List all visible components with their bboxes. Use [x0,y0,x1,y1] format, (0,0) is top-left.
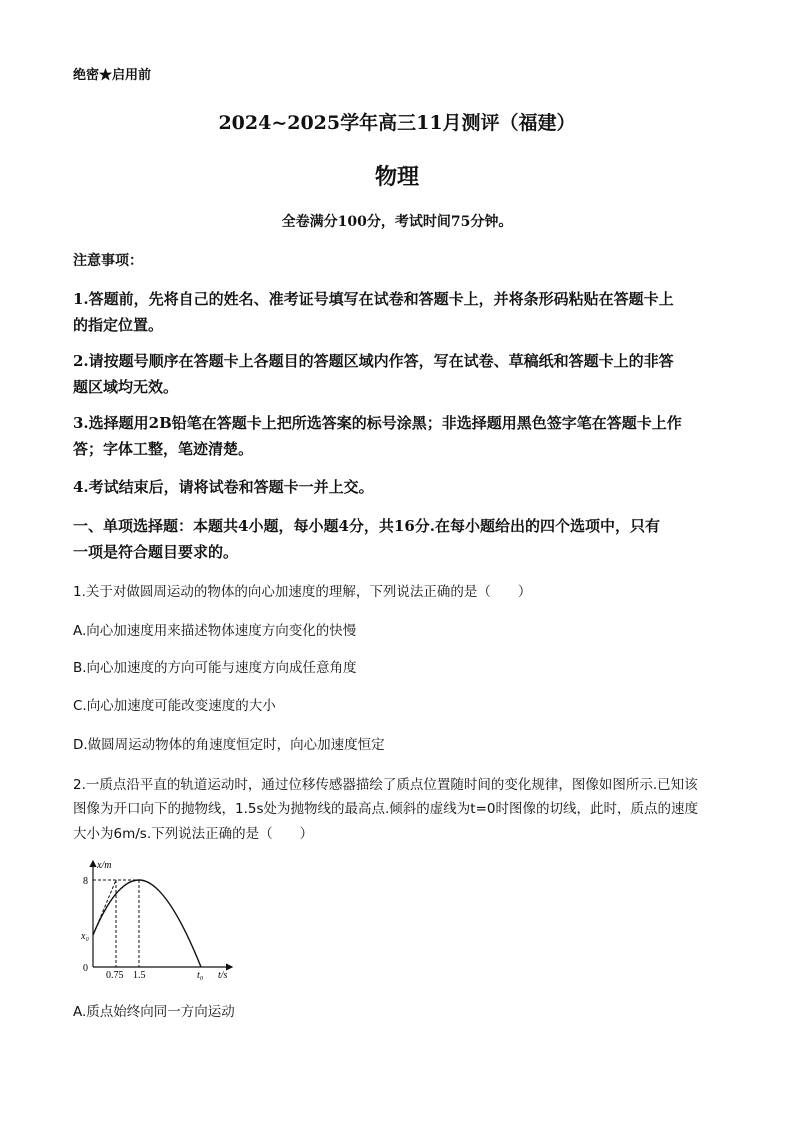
q1-stem: 1.关于对做圆周运动的物体的向心加速度的理解，下列说法正确的是（ ） [73,584,532,600]
notice-item-3-line2: 答；字体工整，笔迹清楚。 [73,440,254,458]
notice-item-3-line1: 3.选择题用2B铅笔在答题卡上把所选答案的标号涂黑；非选择题用黑色签字笔在答题卡上作 [73,414,682,432]
x-tick-15: 1.5 [133,970,146,980]
notice-item-2 [73,348,674,400]
notice-item-1 [73,286,674,338]
q1-option-c: C.向心加速度可能改变速度的大小 [73,698,276,714]
origin-label: 0 [83,963,88,974]
exam-title: 2024~2025学年高三11月测评（福建） [218,112,576,134]
x-tick-t0: t₀ [197,970,204,980]
y-tick-x0: x₀ [81,931,89,942]
q2-stem-line3: 大小为6m/s.下列说法正确的是（ ） [73,826,314,842]
notice-item-2-line1: 2.请按题号顺序在答题卡上各题目的答题区域内作答，写在试卷、草稿纸和答题卡上的非答 [73,352,674,370]
y-tick-8: 8 [83,876,88,887]
notice-item-3 [73,410,682,462]
q2-stem-line2: 图像为开口向下的抛物线，1.5s处为抛物线的最高点.倾斜的虚线为t=0时图像的切线，此时，质点的速度 [73,801,698,817]
notice-item-4-line1: 4.考试结束后，请将试卷和答题卡一并上交。 [73,478,374,496]
subject-title: 物理 [374,164,419,190]
x-axis-label: t/s [218,970,228,980]
notice-item-2-line2: 题区域均无效。 [73,378,179,396]
notice-item-4 [73,474,374,500]
q2-position-time-graph [70,855,240,980]
parabola-curve [93,880,201,967]
y-axis-label: x/m [97,860,112,871]
q1-option-a: A.向心加速度用来描述物体速度方向变化的快慢 [73,623,357,639]
section-1-heading [73,513,660,565]
q2-option-a: A.质点始终向同一方向运动 [73,1004,235,1020]
q1-option-d: D.做圆周运动物体的角速度恒定时，向心加速度恒定 [73,737,385,753]
full-mark-note: 全卷满分100分，考试时间75分钟。 [281,214,513,230]
x-tick-075: 0.75 [106,970,124,980]
notice-heading: 注意事项： [73,253,143,269]
confidential-label: 绝密★启用前 [73,68,152,83]
section-1-line1: 一、单项选择题：本题共4小题，每小题4分，共16分.在每小题给出的四个选项中，只有 [73,517,660,535]
notice-item-1-line1: 1.答题前，先将自己的姓名、准考证号填写在试卷和答题卡上，并将条形码粘贴在答题卡上 [73,290,674,308]
section-1-line2: 一项是符合题目要求的。 [73,543,239,561]
notice-item-1-line2: 的指定位置。 [73,316,164,334]
q2-stem-line1: 2.一质点沿平直的轨道运动时，通过位移传感器描绘了质点位置随时间的变化规律，图像如图所示.已知该 [73,777,698,793]
q1-option-b: B.向心加速度的方向可能与速度方向成任意角度 [73,660,357,676]
